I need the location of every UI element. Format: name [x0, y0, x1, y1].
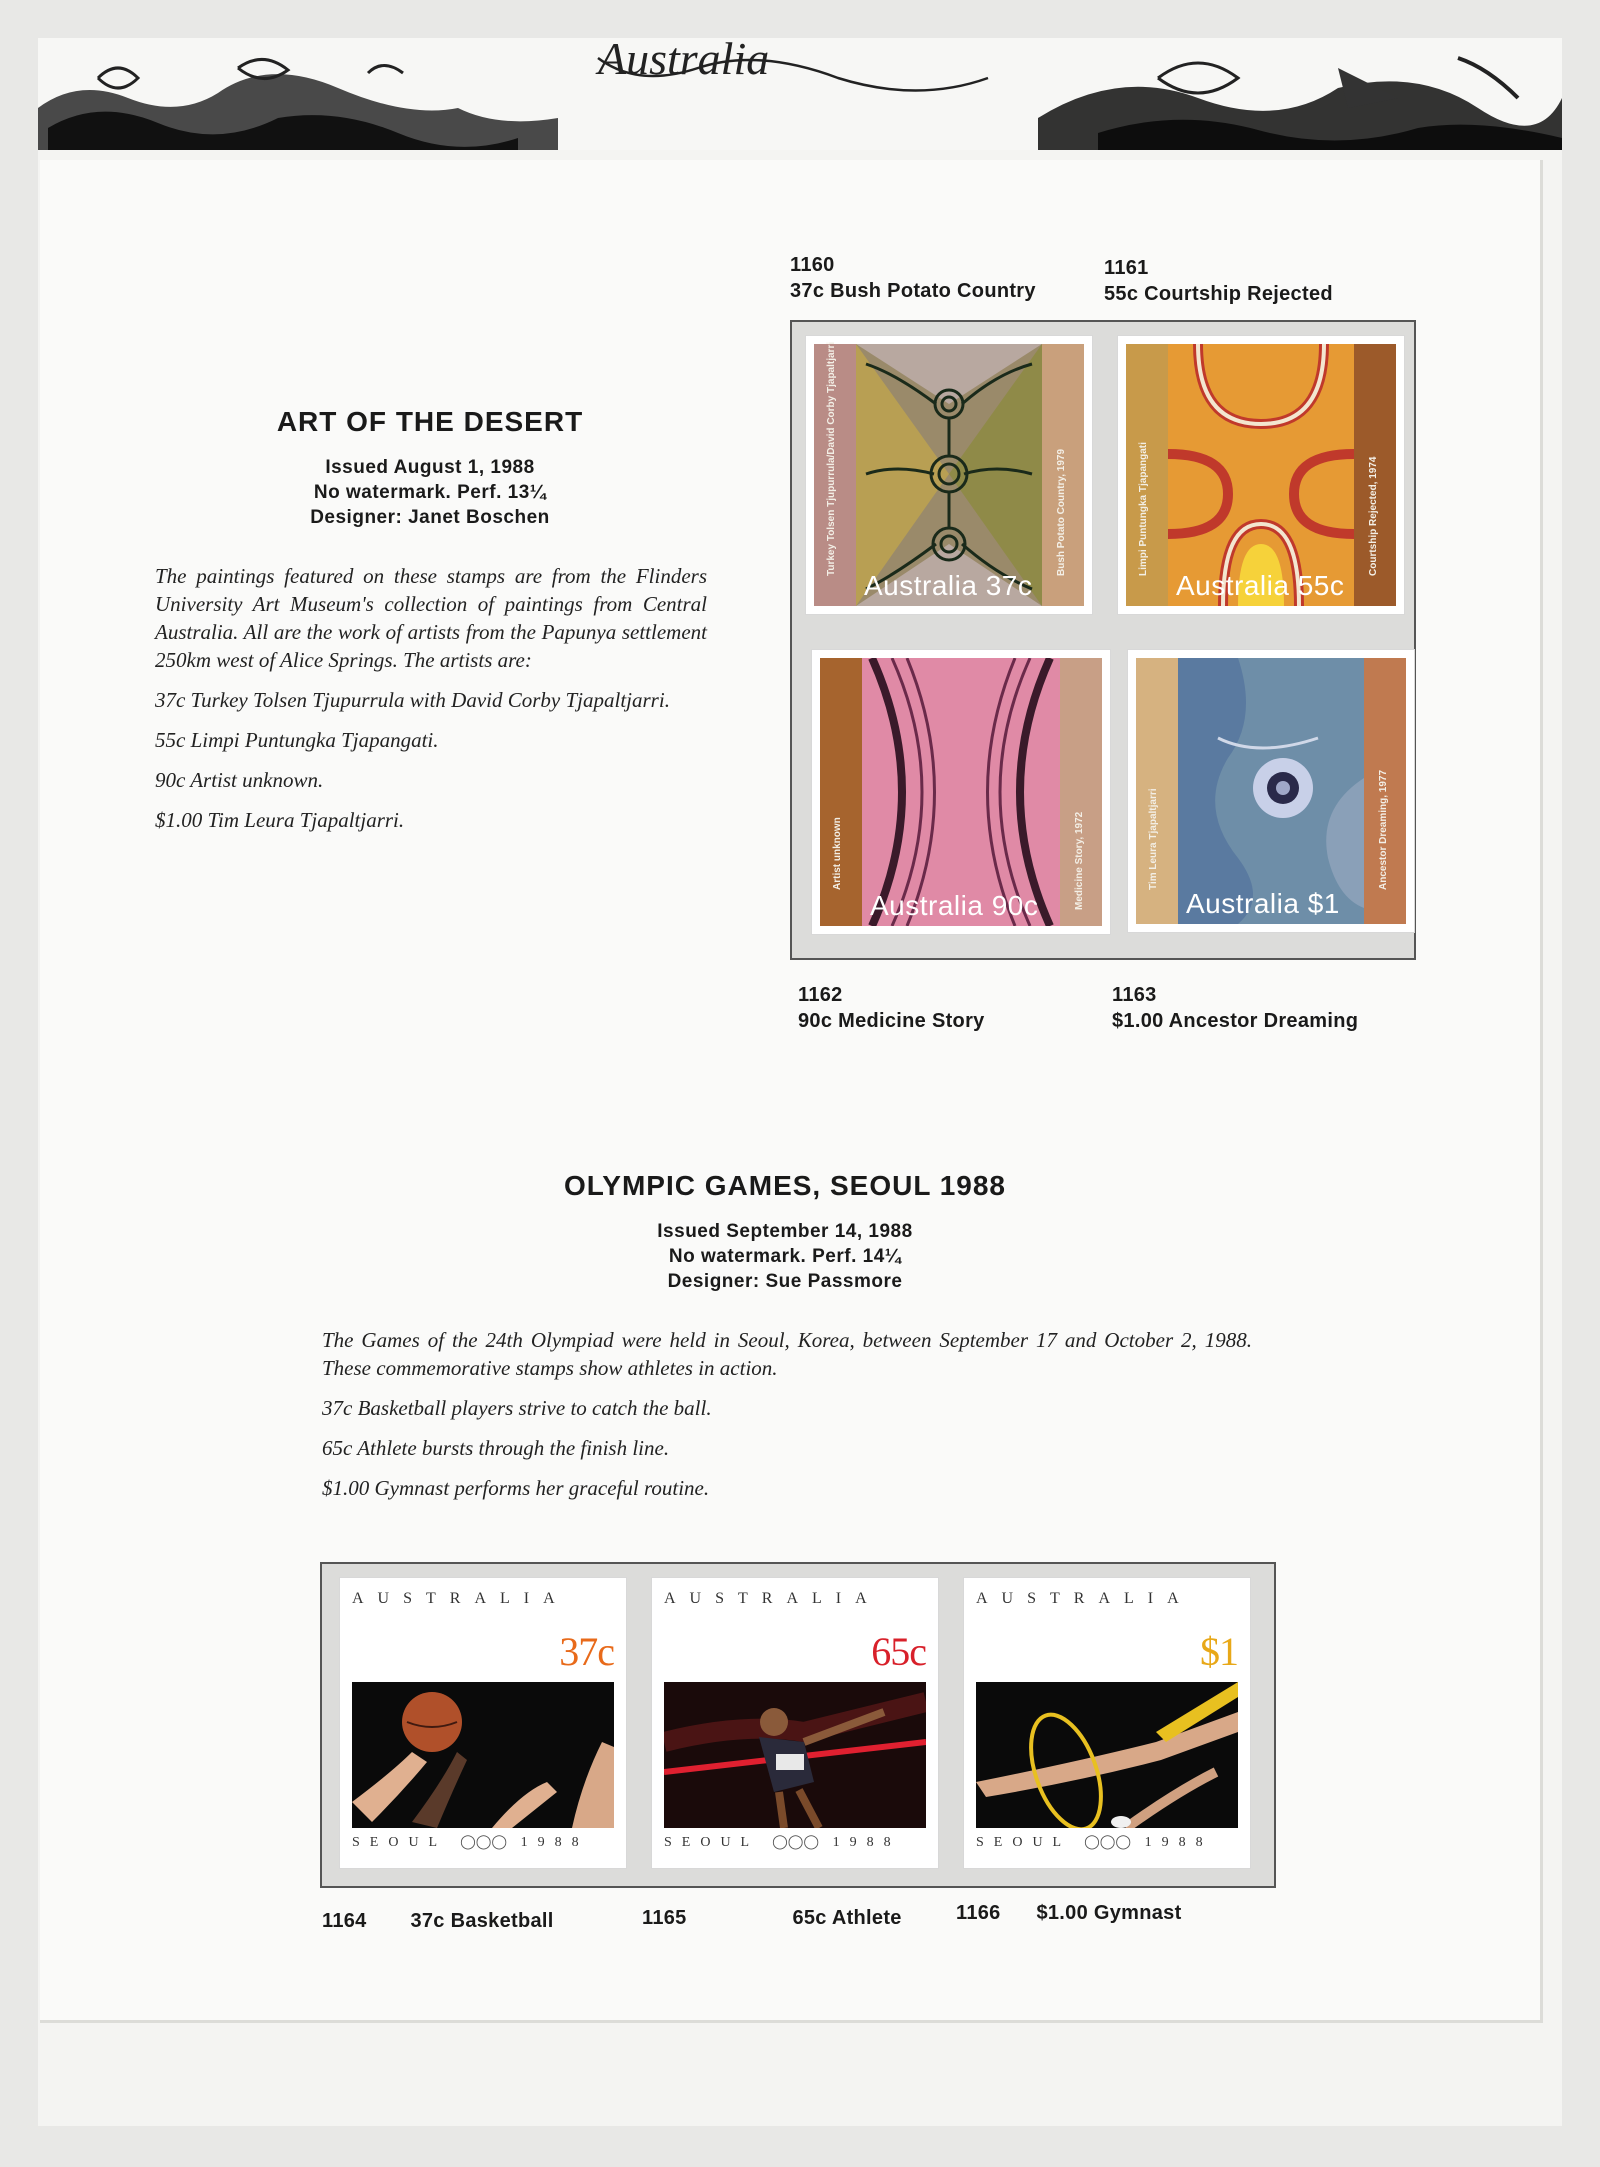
olympic-rings-icon: ◯◯◯: [772, 1835, 820, 1850]
stamp-artist-text: Tim Leura Tjapaltjarri: [1148, 788, 1159, 890]
catalog-label-1162: [798, 982, 985, 1034]
stamp-year: 1988: [520, 1835, 589, 1850]
catalog-label-1166: [956, 1900, 1182, 1926]
stamp-value: 37c: [559, 1629, 614, 1674]
stamp-painting: [862, 658, 1060, 926]
catalog-number: 1164: [322, 1910, 367, 1932]
stamp-1166[interactable]: [964, 1578, 1250, 1868]
stamp-1161[interactable]: [1118, 336, 1404, 614]
art-desert-artist-90c: 90c Artist unknown.: [155, 768, 324, 792]
stamp-country: AUSTRALIA: [976, 1590, 1193, 1607]
stamp-value: 65c: [871, 1629, 926, 1674]
stamp-title-text: Medicine Story, 1972: [1074, 811, 1085, 910]
catalog-description: 65c Athlete: [792, 1907, 902, 1929]
stamp-denomination: Australia 90c: [870, 890, 1039, 921]
art-desert-artist-55c: 55c Limpi Puntungka Tjapangati.: [155, 728, 439, 752]
stamp-artist-text: Limpi Puntungka Tjapangati: [1138, 442, 1149, 576]
stamp-year: 1988: [1144, 1835, 1213, 1850]
stamp-value: $1: [1200, 1629, 1238, 1674]
catalog-description: $1.00 Ancestor Dreaming: [1112, 1010, 1359, 1032]
catalog-description: 37c Basketball: [410, 1910, 554, 1932]
stamp-seoul: [664, 1834, 901, 1851]
banner-illustration: [38, 38, 1562, 150]
art-desert-issued: Issued August 1, 1988: [325, 457, 535, 478]
stamp-seoul: [976, 1834, 1213, 1851]
olympic-watermark: No watermark. Perf. 14¼: [668, 1246, 902, 1267]
stamp-artist-text: Turkey Tolsen Tjupurrula/David Corby Tjapaltjarri: [826, 341, 837, 576]
stamp-photo: [352, 1682, 614, 1828]
stamp-1162[interactable]: [812, 650, 1110, 934]
stamp-artist-text: Artist unknown: [832, 817, 843, 890]
art-desert-paragraph: The paintings featured on these stamps are from the Flinders University Art Museum's collection of paintings from Central Australia. All are the work of artists from the Papunya settlement 250km west of Alice Springs. The artists are:: [155, 564, 707, 672]
stamp-title-text: Ancestor Dreaming, 1977: [1378, 769, 1389, 890]
olympic-paragraph: The Games of the 24th Olympiad were held in Seoul, Korea, between September 17 and October 2, 1988. These commemorative stamps show athletes in action.: [322, 1328, 1252, 1380]
olympic-designer: Designer: Sue Passmore: [667, 1271, 903, 1292]
catalog-label-1164: [322, 1908, 554, 1934]
banner-title: Australia: [598, 38, 770, 84]
catalog-number: 1163: [1112, 984, 1157, 1006]
stamp-country: AUSTRALIA: [664, 1590, 881, 1607]
stamp-painting: [856, 344, 1042, 606]
catalog-description: 90c Medicine Story: [798, 1010, 985, 1032]
stamp-photo: [664, 1682, 926, 1828]
art-desert-description: [155, 562, 707, 846]
stamp-seoul-text: SEOUL: [664, 1835, 759, 1850]
olympic-rings-icon: ◯◯◯: [460, 1835, 508, 1850]
catalog-number: 1166: [956, 1902, 1001, 1924]
catalog-label-1161: [1104, 255, 1333, 307]
catalog-number: 1160: [790, 254, 835, 276]
stamp-title-text: Bush Potato Country, 1979: [1056, 448, 1067, 576]
olympic-detail-37c: 37c Basketball players strive to catch the ball.: [322, 1396, 712, 1420]
art-desert-artist-37c: 37c Turkey Tolsen Tjupurrula with David Corby Tjapaltjarri.: [155, 688, 670, 712]
art-desert-artist-1: $1.00 Tim Leura Tjapaltjarri.: [155, 808, 405, 832]
catalog-label-1163: [1112, 982, 1358, 1034]
catalog-description: $1.00 Gymnast: [1036, 1902, 1182, 1924]
stamp-photo: [976, 1682, 1238, 1828]
stamp-1165[interactable]: [652, 1578, 938, 1868]
art-desert-designer: Designer: Janet Boschen: [310, 507, 550, 528]
catalog-label-1160: [790, 252, 1036, 304]
catalog-number: 1165: [642, 1907, 687, 1929]
catalog-description: 37c Bush Potato Country: [790, 280, 1036, 302]
stamp-country: AUSTRALIA: [352, 1590, 569, 1607]
olympic-detail-1: $1.00 Gymnast performs her graceful routine.: [322, 1476, 710, 1500]
stamp-denomination: Australia 55c: [1176, 570, 1345, 601]
stamp-title-text: Courtship Rejected, 1974: [1368, 456, 1379, 576]
stamp-seoul: [352, 1834, 589, 1851]
olympic-issued: Issued September 14, 1988: [657, 1221, 913, 1242]
stamp-1163[interactable]: [1128, 650, 1414, 932]
stamp-painting: [1178, 658, 1364, 924]
art-desert-title: ART OF THE DESERT: [276, 406, 584, 437]
olympic-rings-icon: ◯◯◯: [1084, 1835, 1132, 1850]
catalog-number: 1161: [1104, 257, 1149, 279]
art-desert-watermark: No watermark. Perf. 13¼: [313, 482, 547, 503]
stamp-seoul-text: SEOUL: [352, 1835, 447, 1850]
catalog-description: 55c Courtship Rejected: [1104, 283, 1333, 305]
stamp-year: 1988: [832, 1835, 901, 1850]
stamp-1164[interactable]: [340, 1578, 626, 1868]
olympic-detail-65c: 65c Athlete bursts through the finish line.: [322, 1436, 670, 1460]
stamp-denomination: Australia $1: [1186, 888, 1340, 919]
stamp-painting: [1168, 344, 1354, 606]
olympic-description: [322, 1326, 1252, 1514]
decorative-banner: [38, 38, 1562, 150]
catalog-label-1165: [642, 1905, 902, 1931]
stamp-seoul-text: SEOUL: [976, 1835, 1071, 1850]
stamp-denomination: Australia 37c: [864, 570, 1033, 601]
olympic-title: OLYMPIC GAMES, SEOUL 1988: [563, 1170, 1007, 1201]
catalog-number: 1162: [798, 984, 843, 1006]
stamp-1160[interactable]: [806, 336, 1092, 614]
